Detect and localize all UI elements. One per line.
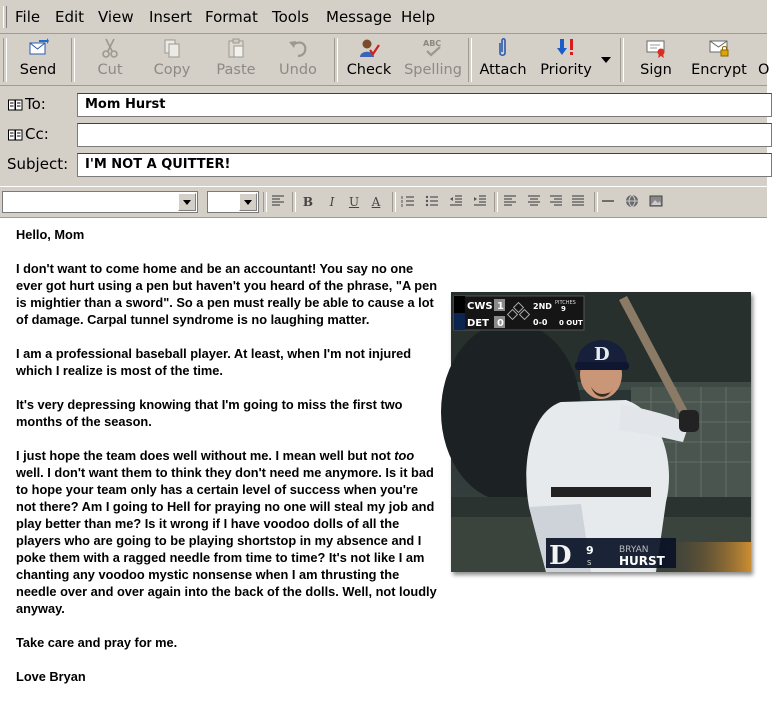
main-toolbar: [0, 34, 770, 86]
ball-strike-count: 0-0: [533, 318, 548, 327]
address-book-icon: [8, 99, 23, 111]
menu-edit[interactable]: Edit: [55, 8, 85, 26]
team1-score: 1: [497, 301, 504, 312]
numbered-list-icon[interactable]: [400, 194, 416, 210]
decrease-indent-icon[interactable]: [448, 194, 464, 210]
priority-button[interactable]: [534, 34, 598, 84]
team2-abbr: DET: [467, 318, 489, 329]
baseball-player-photo: [451, 292, 751, 572]
sign-button[interactable]: [630, 34, 682, 84]
team-logo-icon: D: [549, 541, 572, 571]
copy-icon: [161, 37, 183, 59]
menu-grip: [3, 6, 7, 28]
toolbar-separator: [71, 38, 75, 82]
player-nameplate: [546, 538, 676, 571]
check-names-icon: [358, 37, 380, 59]
menu-tools[interactable]: Tools: [272, 8, 309, 26]
chevron-down-icon[interactable]: [239, 193, 257, 211]
player-last-name: HURST: [619, 554, 665, 568]
attach-label: Attach: [479, 62, 527, 78]
cc-label: Cc:: [25, 125, 49, 143]
offline-label: O: [758, 62, 770, 78]
format-separator: [494, 192, 498, 212]
paragraph-4: [16, 447, 441, 617]
priority-dropdown-button[interactable]: [598, 34, 614, 84]
bold-icon[interactable]: B: [302, 195, 314, 209]
bullet-list-icon[interactable]: [424, 194, 440, 210]
spelling-label: Spelling: [404, 62, 462, 78]
paste-label: Paste: [216, 62, 256, 78]
encrypt-label: Encrypt: [691, 62, 747, 78]
inning: 2ND: [533, 302, 552, 311]
team1-abbr: CWS: [467, 301, 493, 312]
copy-button[interactable]: [146, 34, 198, 84]
italic-icon[interactable]: I: [329, 195, 335, 209]
svg-text:D: D: [594, 344, 610, 365]
menu-view[interactable]: View: [98, 8, 134, 26]
paste-button[interactable]: [210, 34, 262, 84]
to-label: To:: [25, 95, 46, 113]
pitches-label: PITCHES: [555, 300, 576, 306]
offline-button[interactable]: [754, 34, 770, 84]
encrypt-icon: [708, 37, 730, 59]
undo-label: Undo: [279, 62, 317, 78]
toolbar-separator: [620, 38, 624, 82]
align-right-icon[interactable]: [548, 194, 564, 210]
message-headers: [0, 86, 767, 186]
chevron-down-icon[interactable]: [178, 193, 196, 211]
increase-indent-icon[interactable]: [472, 194, 488, 210]
cut-button[interactable]: [84, 34, 136, 84]
toolbar-separator: [468, 38, 472, 82]
underline-icon[interactable]: U: [348, 195, 360, 209]
format-separator: [263, 192, 267, 212]
menu-insert[interactable]: Insert: [149, 8, 193, 26]
paragraph-3: It's very depressing knowing that I'm going to miss the first two months of the season.: [16, 397, 403, 429]
emphasis: too: [394, 448, 415, 463]
sign-label: Sign: [640, 62, 672, 78]
outs: 0 OUT: [559, 319, 583, 327]
send-label: Send: [19, 62, 57, 78]
menu-help[interactable]: Help: [401, 8, 436, 26]
paste-icon: [225, 37, 247, 59]
encrypt-button[interactable]: [686, 34, 752, 84]
check-label: Check: [346, 62, 392, 78]
font-family-select[interactable]: [2, 191, 198, 213]
cc-field[interactable]: [77, 123, 772, 147]
menu-bar: [0, 0, 767, 34]
player-number: 9: [586, 544, 594, 557]
team2-score: 0: [497, 318, 504, 329]
font-size-select[interactable]: [207, 191, 259, 213]
greeting: Hello, Mom: [16, 227, 85, 242]
player-position: S: [587, 559, 592, 567]
baseball-player-image: [451, 292, 751, 572]
send-button[interactable]: [10, 34, 66, 84]
menu-file[interactable]: File: [15, 8, 41, 26]
format-separator: [392, 192, 396, 212]
signoff: Love Bryan: [16, 669, 86, 684]
align-center-icon[interactable]: [526, 194, 542, 210]
priority-icon: [555, 37, 577, 59]
undo-button[interactable]: [272, 34, 324, 84]
pitch-count: 9: [561, 305, 566, 313]
sign-icon: [645, 37, 667, 59]
paragraph-5: Take care and pray for me.: [16, 635, 178, 650]
paragraph-1: I don't want to come home and be an accountant! You say no one ever got hurt using a pen but haven't you heard of the phrase, "A pen is mightier than a sword". So a pen must really be able to cause a lot of damage. Carpal tunnel syndrome is no laughing matter.: [16, 261, 438, 327]
formatting-toolbar: [0, 186, 767, 218]
spelling-button[interactable]: [402, 34, 464, 84]
format-separator: [594, 192, 598, 212]
paragraph-2: I am a professional baseball player. At least, when I'm not injured which I realize is most of the time.: [16, 346, 412, 378]
font-color-icon[interactable]: A: [371, 195, 381, 209]
paperclip-icon: [492, 37, 514, 59]
message-text[interactable]: [16, 226, 441, 702]
menu-message[interactable]: Message: [326, 8, 392, 26]
to-label-wrap[interactable]: [8, 95, 46, 113]
check-names-button[interactable]: [342, 34, 396, 84]
scissors-icon: [99, 37, 121, 59]
format-separator: [292, 192, 296, 212]
copy-label: Copy: [153, 62, 191, 78]
cc-label-wrap[interactable]: [8, 125, 49, 143]
spelling-icon: [422, 37, 444, 59]
attach-button[interactable]: [476, 34, 530, 84]
horizontal-line-icon[interactable]: [600, 194, 616, 210]
toolbar-separator: [334, 38, 338, 82]
cut-label: Cut: [97, 62, 123, 78]
hyperlink-icon[interactable]: [624, 194, 640, 210]
paragraph-4-start: I just hope the team does well without me. I mean well but not: [16, 448, 395, 463]
paragraph-4-end: well. I don't want them to think they don't need me anymore. Is it bad to hope your team only has a certain level of success when you're not there? Am I going to Hell for praying no one will steal my job and play better than me? Is it wrong if I have voodoo dolls of all the players who are going to be playing shortstop in my absence and I poke them with a ragged needle from time to time? It's not like I am chanting any voodoo mystic nonsense when I am thrusting the needle over and over again into the back of the dolls. Well, not loudly anyway.: [16, 465, 437, 616]
priority-label: Priority: [540, 62, 592, 78]
subject-field[interactable]: I'M NOT A QUITTER!: [77, 153, 772, 177]
subject-label: Subject:: [7, 155, 69, 173]
align-left-icon[interactable]: [502, 194, 518, 210]
dropdown-arrow-icon: [600, 56, 612, 64]
justify-icon[interactable]: [570, 194, 586, 210]
svg-text:ABC: ABC: [423, 39, 442, 48]
address-book-icon: [8, 129, 23, 141]
undo-icon: [287, 37, 309, 59]
message-body[interactable]: [0, 218, 767, 709]
menu-format[interactable]: Format: [205, 8, 258, 26]
score-bug: [454, 296, 584, 330]
to-field[interactable]: Mom Hurst: [77, 93, 772, 117]
insert-picture-icon[interactable]: [648, 194, 664, 210]
player-first-name: BRYAN: [619, 545, 649, 555]
toolbar-grip: [3, 38, 7, 82]
send-icon: [27, 37, 49, 59]
paragraph-style-icon[interactable]: [270, 194, 286, 210]
